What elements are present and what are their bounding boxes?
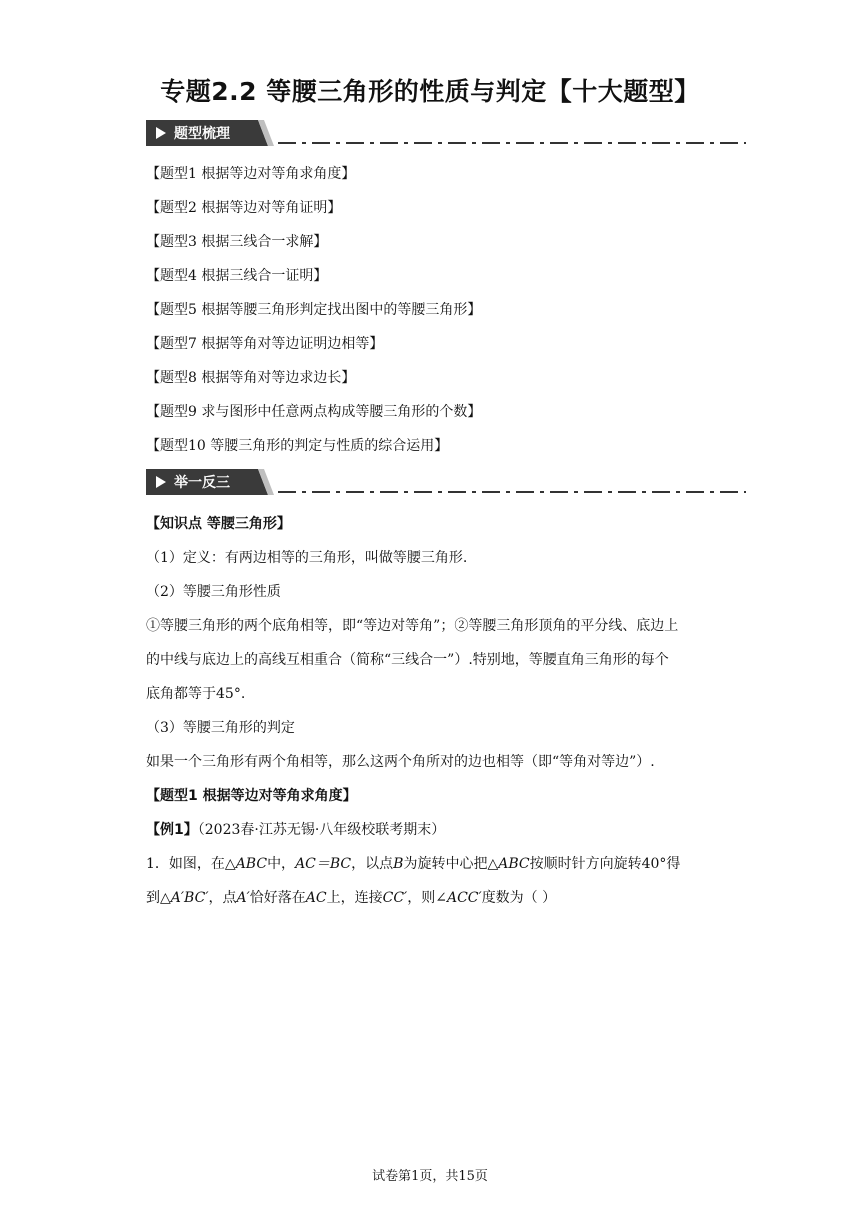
example-label: 【例1】	[146, 822, 198, 838]
question-text: 度数为（ ）	[481, 890, 557, 906]
question-line-2	[146, 887, 556, 907]
math-point-a-prime: A′	[236, 890, 250, 906]
math-equation: AC＝BC	[295, 856, 352, 872]
page-footer: 试卷第1页，共15页	[372, 1169, 488, 1184]
question-text: 上，连接	[326, 890, 383, 906]
question-text: ，则	[407, 890, 436, 906]
knowledge-line: 的中线与底边上的高线互相重合（简称“三线合一”）.特别地，等腰直角三角形的每个	[146, 652, 669, 668]
knowledge-line: ①等腰三角形的两个底角相等，即“等边对等角”；②等腰三角形顶角的平分线、底边上	[146, 618, 679, 634]
section-header-practice	[146, 469, 746, 495]
knowledge-heading: 【知识点 等腰三角形】	[146, 516, 291, 532]
section-bar-graphic	[146, 469, 746, 495]
knowledge-line: 底角都等于45°.	[146, 686, 246, 702]
example-source: （2023春·江苏无锡·八年级校联考期末）	[197, 822, 446, 838]
knowledge-line: 如果一个三角形有两个角相等，那么这两个角所对的边也相等（即“等角对等边”）.	[146, 754, 655, 770]
knowledge-line: （2）等腰三角形性质	[146, 584, 281, 600]
knowledge-line: （1）定义：有两边相等的三角形，叫做等腰三角形.	[146, 550, 468, 566]
question-line-1	[146, 853, 680, 873]
knowledge-line: （3）等腰三角形的判定	[146, 720, 295, 736]
toc-item: 【题型7 根据等角对等边证明边相等】	[146, 336, 384, 352]
question-text: 1．如图，在	[146, 856, 225, 872]
toc-item: 【题型1 根据等边对等角求角度】	[146, 166, 356, 182]
math-point-b: B	[393, 856, 404, 872]
question-text: 按顺时针方向旋转40°得	[529, 856, 681, 872]
toc-item: 【题型2 根据等边对等角证明】	[146, 200, 342, 216]
type1-heading: 【题型1 根据等边对等角求角度】	[146, 788, 357, 804]
toc-item: 【题型4 根据三线合一证明】	[146, 268, 328, 284]
section-label-practice: 举一反三	[174, 475, 230, 491]
question-text: 到	[146, 890, 160, 906]
math-segment-cc-prime: CC′	[382, 890, 408, 906]
section-bar-graphic	[146, 120, 746, 146]
question-text: ，点	[208, 890, 237, 906]
example-source-line	[146, 819, 445, 839]
toc-item: 【题型9 求与图形中任意两点构成等腰三角形的个数】	[146, 404, 482, 420]
math-triangle-abc: △ABC	[487, 856, 530, 872]
toc-item: 【题型3 根据三线合一求解】	[146, 234, 328, 250]
question-text: ，以点	[351, 856, 394, 872]
math-triangle-abc: △ABC	[224, 856, 268, 872]
section-label-toc: 题型梳理	[174, 126, 230, 142]
section-header-toc	[146, 120, 746, 146]
math-segment-ac: AC	[305, 890, 327, 906]
page-title: 专题2.2 等腰三角形的性质与判定【十大题型】	[160, 77, 700, 106]
toc-item: 【题型10 等腰三角形的判定与性质的综合运用】	[146, 438, 449, 454]
toc-item: 【题型8 根据等角对等边求边长】	[146, 370, 356, 386]
question-text: 为旋转中心把	[403, 856, 488, 872]
math-triangle-abc-prime: △A′BC′	[160, 890, 209, 906]
question-text: 恰好落在	[249, 890, 306, 906]
math-angle-acc-prime: ∠ACC′	[435, 890, 482, 906]
question-text: 中，	[267, 856, 296, 872]
toc-item: 【题型5 根据等腰三角形判定找出图中的等腰三角形】	[146, 302, 482, 318]
